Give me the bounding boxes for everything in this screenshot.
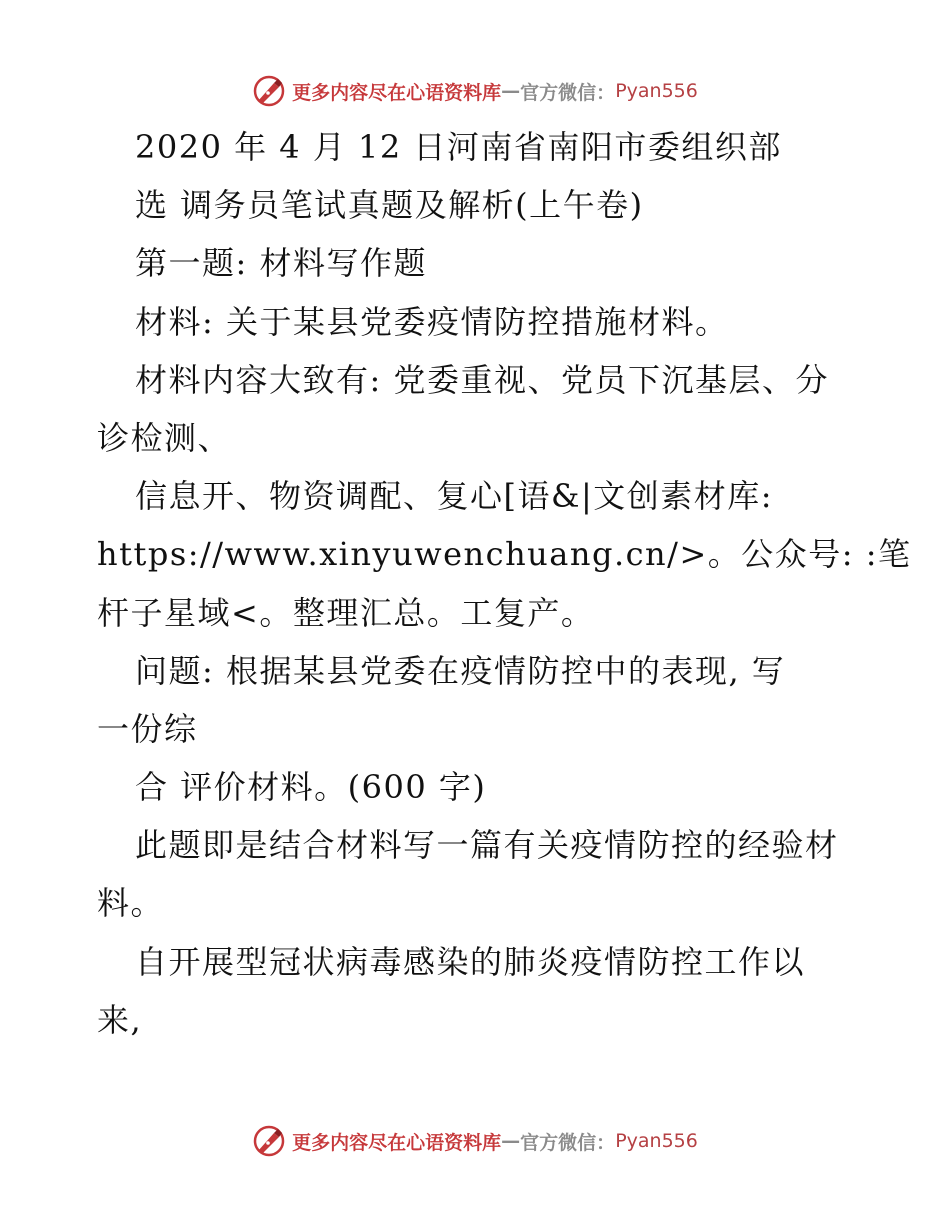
paragraph-line: 来, [97,1000,143,1039]
paragraph-line: 诊检测、 [97,418,232,457]
paragraph-line: https://www.xinyuwenchuang.cn/>。公众号: :笔 [97,535,912,574]
fountain-pen-logo-icon [252,74,286,108]
header-watermark [0,71,950,111]
document-title-line-1: 2020 年 4 月 12 日河南省南阳市委组织部 [135,128,782,166]
paragraph-line: 材料内容大致有: 党委重视、党员下沉基层、分 [135,360,829,399]
section-heading: 第一题: 材料写作题 [135,244,427,283]
document-title-line-2: 选 调务员笔试真题及解析(上午卷) [135,186,644,225]
paragraph-line: 一份综 [97,709,198,748]
watermark-wechat-label: 官方微信： [520,81,616,104]
watermark-wechat-id: Pyan556 [615,80,698,102]
fountain-pen-logo-icon [252,1124,286,1158]
watermark-wechat-label: 官方微信： [520,1131,616,1154]
paragraph-line: 杆子星域<。整理汇总。工复产。 [97,593,595,632]
paragraph-line: 材料: 关于某县党委疫情防控措施材料。 [135,302,729,341]
paragraph-line: 问题: 根据某县党委在疫情防控中的表现, 写 [135,651,786,690]
document-body [97,118,912,1049]
watermark-text: 更多内容尽在心语资料库 [292,81,502,104]
watermark-separator: — [501,80,521,102]
paragraph-line: 合 评价材料。(600 字) [135,768,487,807]
watermark-text: 更多内容尽在心语资料库 [292,1131,502,1154]
paragraph-line: 信息开、物资调配、复心[语&|文创素材库: [135,477,774,516]
watermark-wechat-id: Pyan556 [615,1130,698,1152]
watermark-separator: — [501,1130,521,1152]
paragraph-line: 料。 [97,884,165,923]
paragraph-line: 此题即是结合材料写一篇有关疫情防控的经验材 [135,826,839,865]
footer-watermark [0,1121,950,1161]
paragraph-line: 自开展型冠状病毒感染的肺炎疫情防控工作以 [135,942,806,981]
